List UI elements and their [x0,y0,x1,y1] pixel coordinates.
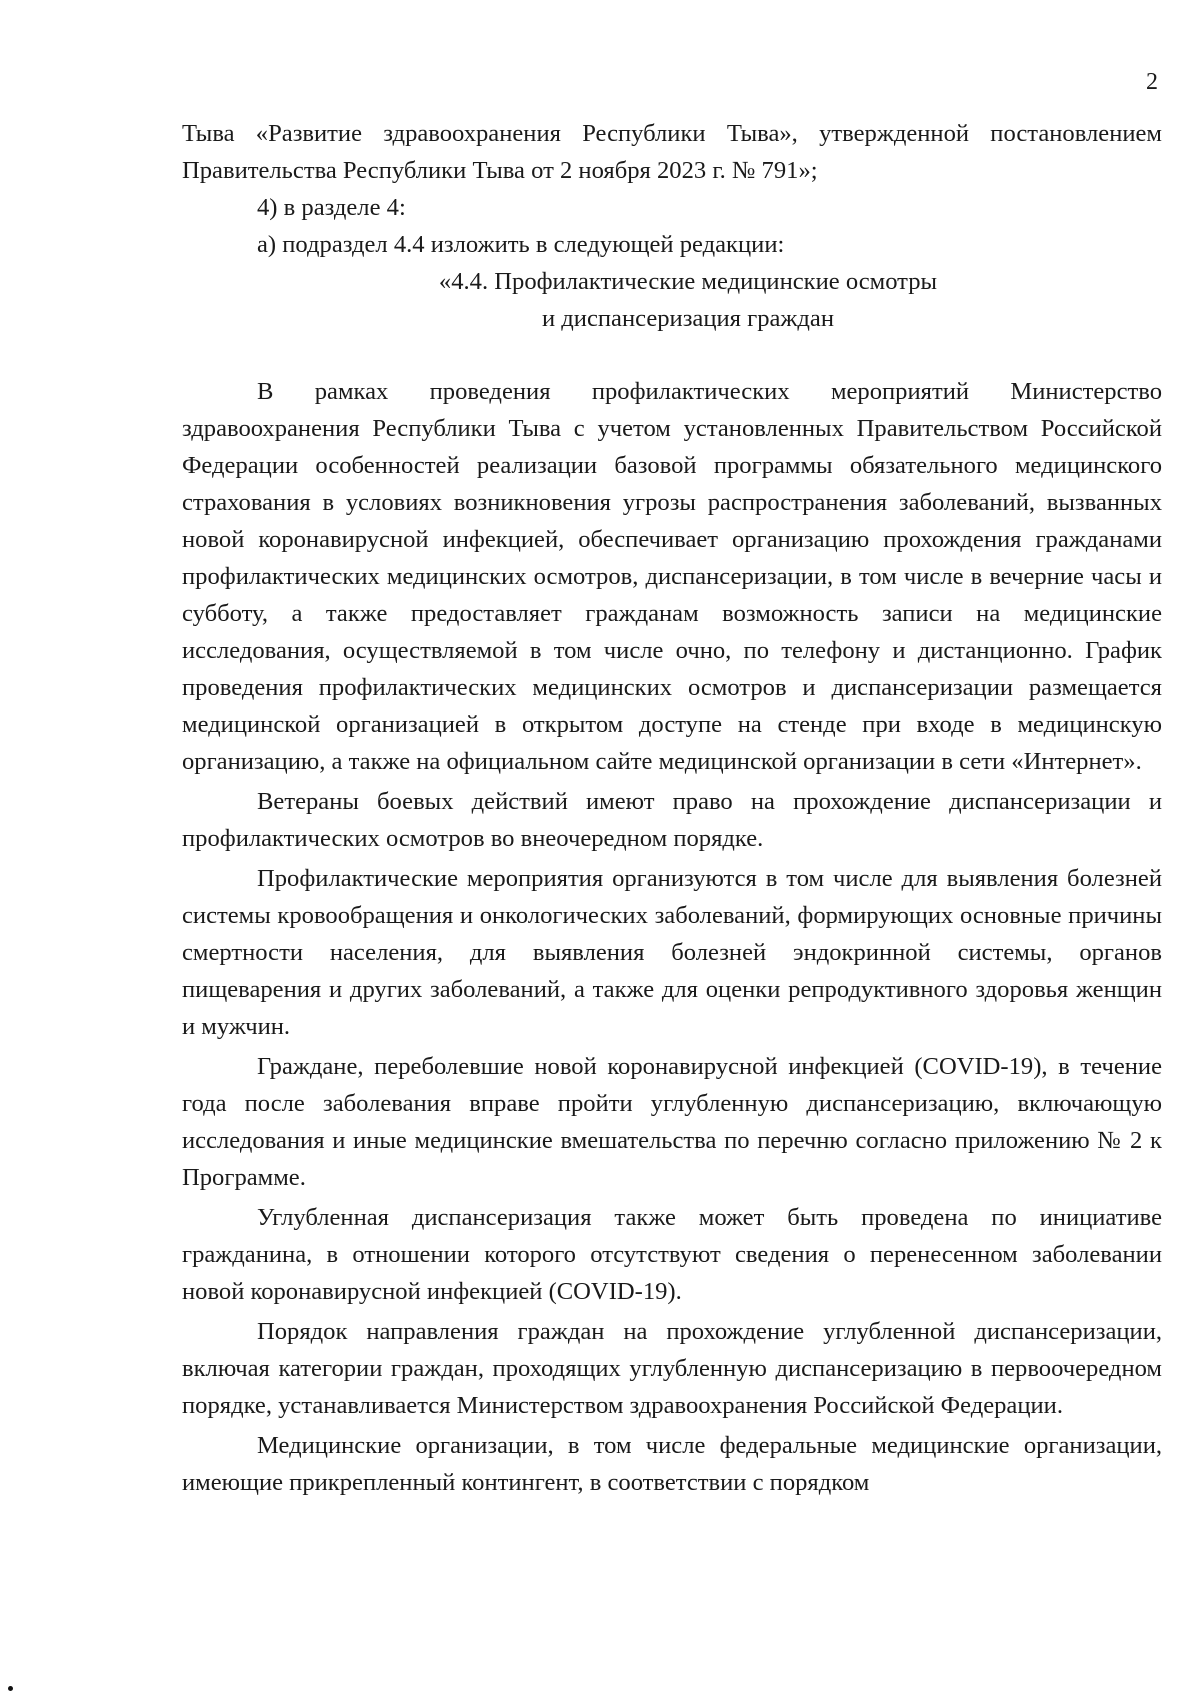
section-heading-line-2: и диспансеризация граждан [541,305,835,332]
paragraph-subsection-instruction: а) подраздел 4.4 изложить в следующей редакции: [257,231,785,258]
section-heading-line-1: «4.4. Профилактические медицинские осмотры [438,268,938,295]
page-number: 2 [1146,69,1158,95]
paragraph-medical-organizations: Медицинские организации, в том числе федеральные медицинские организации, имеющие прикрепленный контингент, в соответствии с порядком [182,1432,1162,1496]
paragraph-combat-veterans: Ветераны боевых действий имеют право на прохождение диспансеризации и профилактических осмотров во внеочередном порядке. [182,788,1162,852]
paragraph-preventive-measures: В рамках проведения профилактических мероприятий Министерство здравоохранения Республики Тыва с учетом установленных Правительством Российской Федерации особенностей реализации базовой программы обязательного медицинского страхования в условиях возникновения угрозы распространения заболеваний, вызванных новой коронавирусной инфекцией, обеспечивает организацию прохождения гражданами профилактических медицинских осмотров, диспансеризации, в том числе в вечерние часы и субботу, а также предоставляет гражданам возможность записи на медицинские исследования, осуществляемой в том числе очно, по телефону и дистанционно. График проведения профилактических медицинских осмотров и диспансеризации размещается медицинской организацией в открытом доступе на стенде при входе в медицинскую организацию, а также на официальном сайте медицинской организации в сети «Интернет». [182,378,1162,775]
paragraph-section-item: 4) в разделе 4: [257,194,406,221]
paragraph-continuation: Тыва «Развитие здравоохранения Республики Тыва», утвержденной постановлением Правительства Республики Тыва от 2 ноября 2023 г. № 791»; [182,120,1162,184]
paragraph-citizen-initiative: Углубленная диспансеризация также может быть проведена по инициативе гражданина, в отношении которого отсутствуют сведения о перенесенном заболевании новой коронавирусной инфекцией (COVID-19). [182,1204,1162,1305]
scan-mark [8,1686,13,1691]
heading-spacer [182,337,1162,373]
section-heading [182,263,1162,337]
paragraph-covid-recovered: Граждане, переболевшие новой коронавирусной инфекцией (COVID-19), в течение года после заболевания вправе пройти углубленную диспансеризацию, включающую исследования и иные медицинские вмешательства по перечню согласно приложению № 2 к Программе. [182,1053,1162,1191]
paragraph-preventive-goals: Профилактические мероприятия организуются в том числе для выявления болезней системы кровообращения и онкологических заболеваний, формирующих основные причины смертности населения, для выявления болезней эндокринной системы, органов пищеварения и других заболеваний, а также для оценки репродуктивного здоровья женщин и мужчин. [182,865,1162,1040]
paragraph-referral-procedure: Порядок направления граждан на прохождение углубленной диспансеризации, включая категории граждан, проходящих углубленную диспансеризацию в первоочередном порядке, устанавливается Министерством здравоохранения Российской Федерации. [182,1318,1162,1419]
document-body [182,115,1162,1501]
